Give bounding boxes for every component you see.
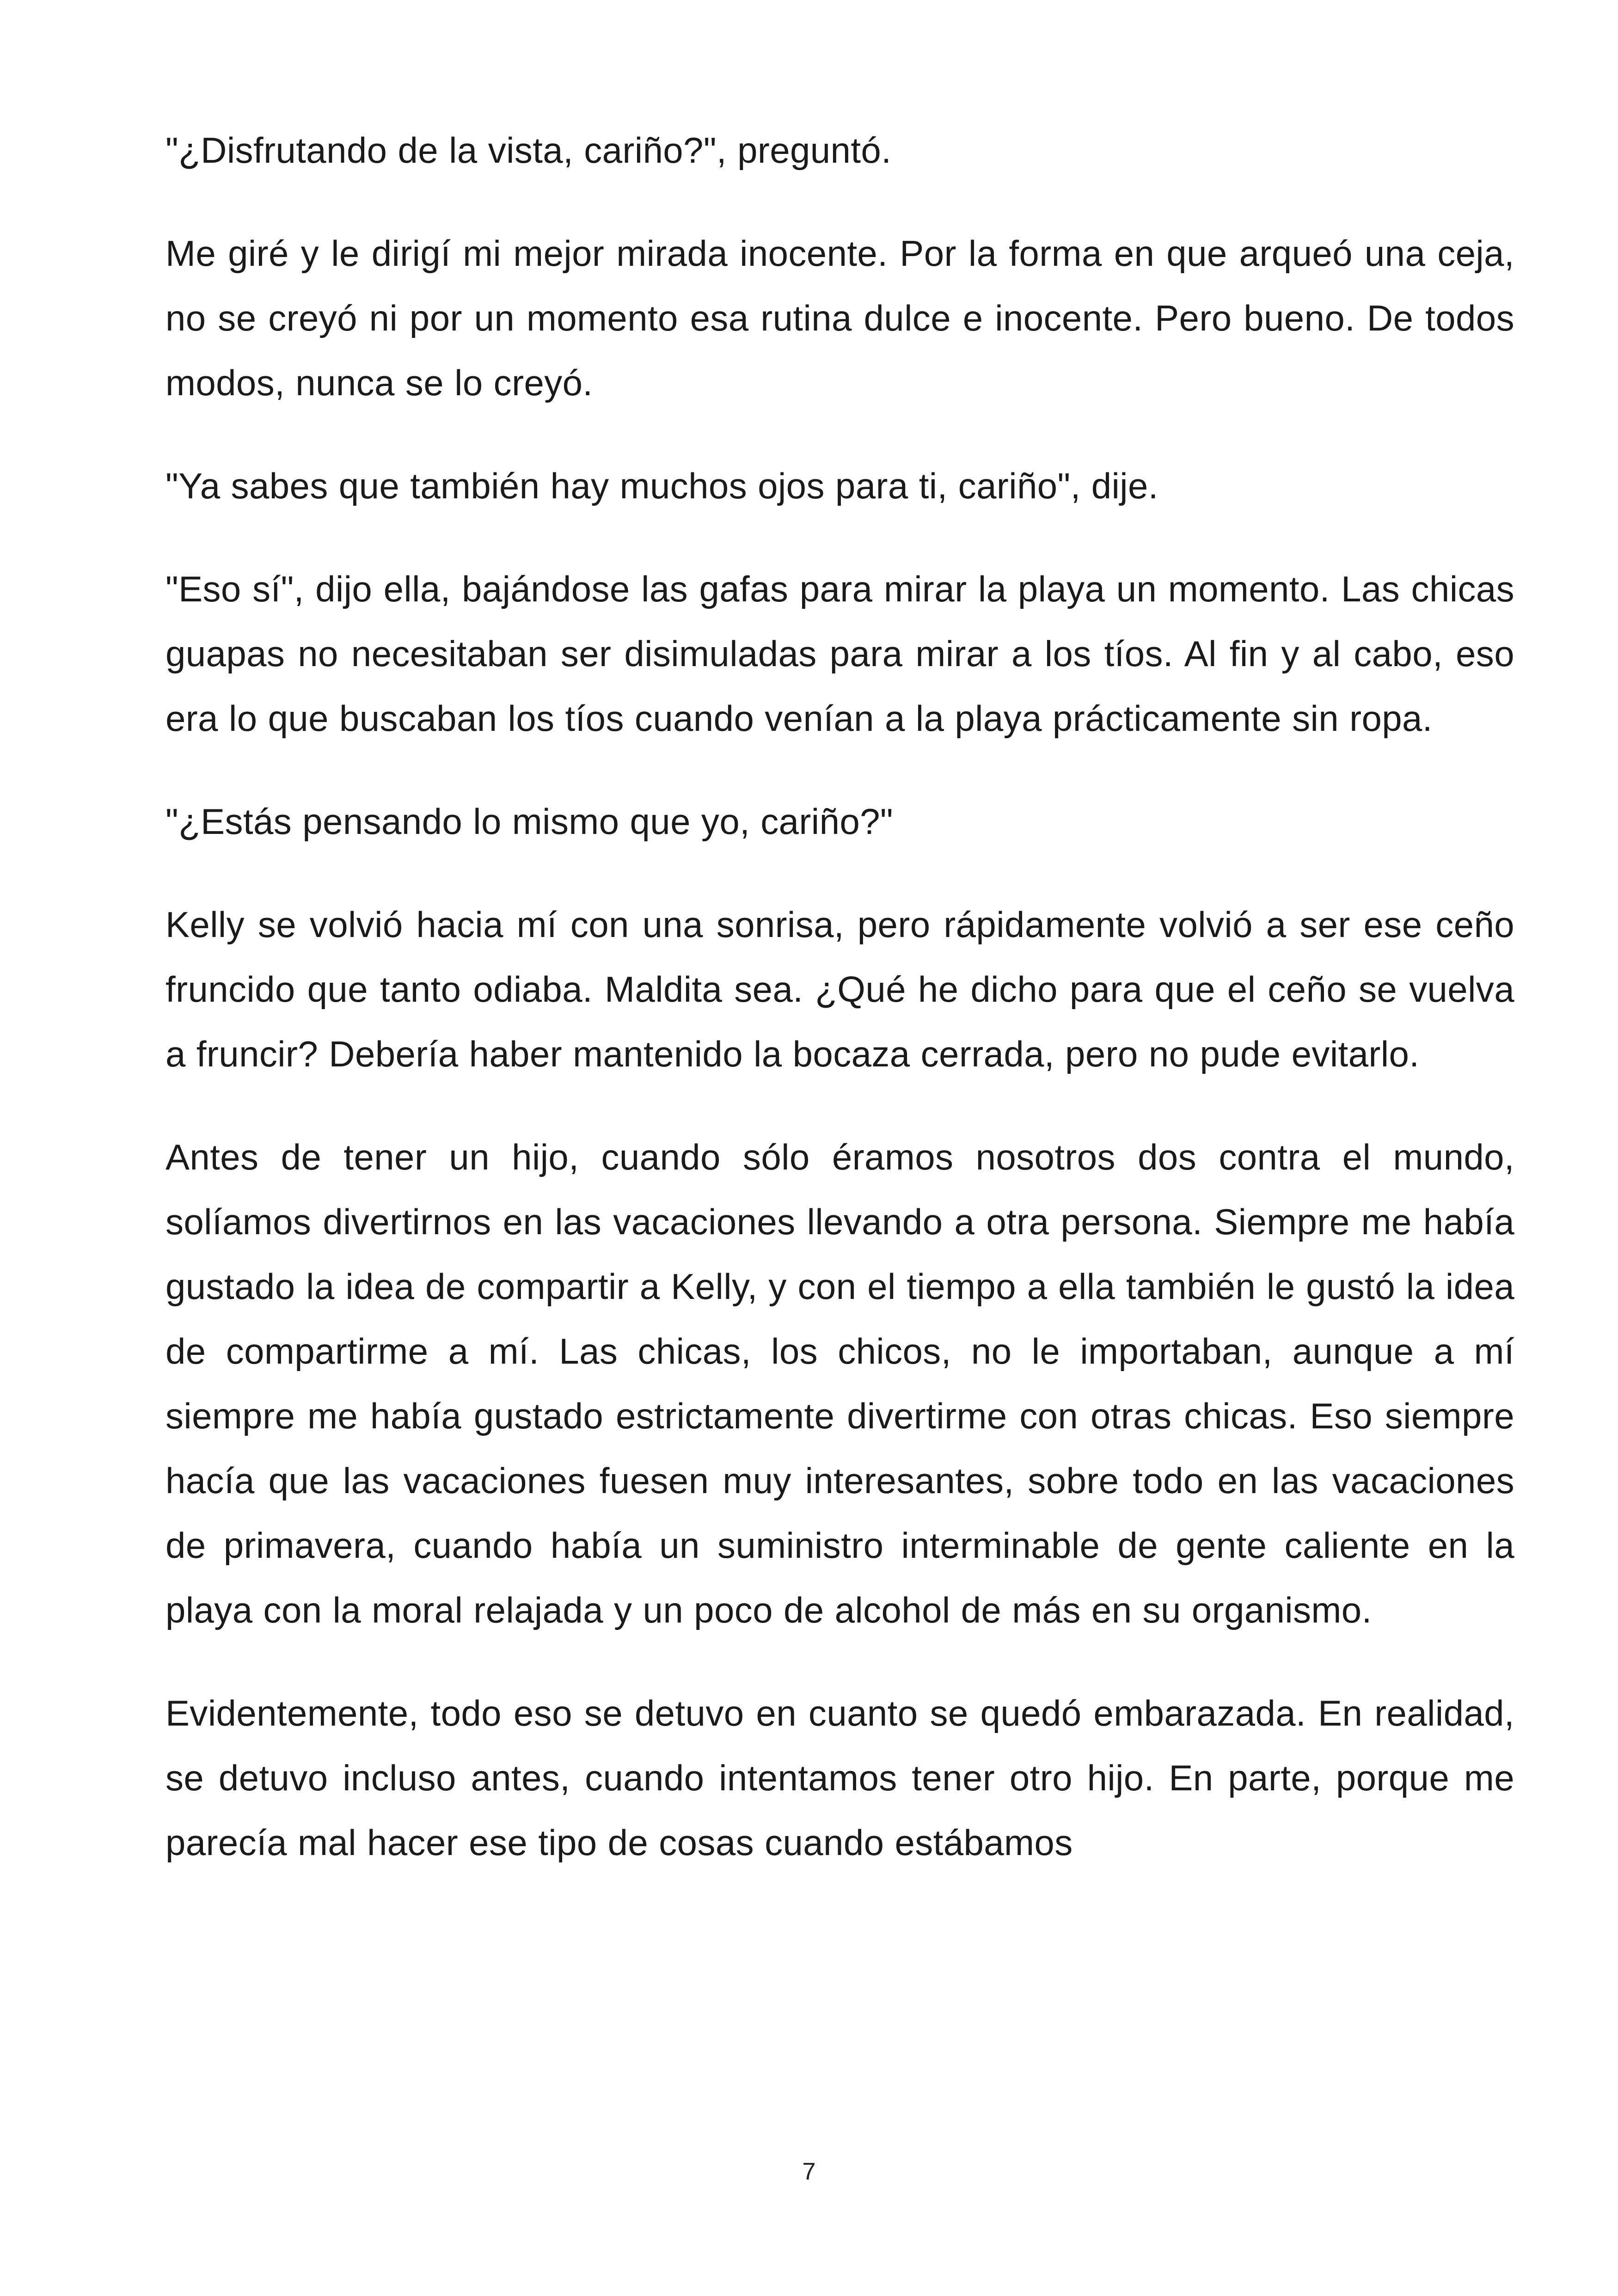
paragraph: Evidentemente, todo eso se detuvo en cuanto se quedó embarazada. En realidad, se detuvo incluso antes, cuando intentamos tener otro hijo. En parte, porque me parecía mal hacer ese tipo de cosas cuando estábamos — [165, 1693, 1514, 1863]
body-text — [165, 118, 1514, 1913]
page-number: 7 — [802, 2158, 816, 2185]
paragraph: "¿Estás pensando lo mismo que yo, cariño?" — [165, 801, 893, 842]
paragraph: "¿Disfrutando de la vista, cariño?", preguntó. — [165, 130, 892, 171]
paragraph: Me giré y le dirigí mi mejor mirada inocente. Por la forma en que arqueó una ceja, no se creyó ni por un momento esa rutina dulce e inocente. Pero bueno. De todos modos, nunca se lo creyó. — [165, 233, 1514, 403]
paragraph: Kelly se volvió hacia mí con una sonrisa, pero rápidamente volvió a ser ese ceño fruncido que tanto odiaba. Maldita sea. ¿Qué he dicho para que el ceño se vuelva a fruncir? Debería haber mantenido la bocaza cerrada, pero no pude evitarlo. — [165, 904, 1514, 1074]
paragraph: "Ya sabes que también hay muchos ojos para ti, cariño", dije. — [165, 465, 1158, 506]
paragraph: "Eso sí", dijo ella, bajándose las gafas para mirar la playa un momento. Las chicas guapas no necesitaban ser disimuladas para mirar a los tíos. Al fin y al cabo, eso era lo que buscaban los tíos cuando venían a la playa prácticamente sin ropa. — [165, 569, 1514, 739]
paragraph: Antes de tener un hijo, cuando sólo éramos nosotros dos contra el mundo, solíamos divertirnos en las vacaciones llevando a otra persona. Siempre me había gustado la idea de compartir a Kelly, y con el tiempo a ella también le gustó la idea de compartirme a mí. Las chicas, los chicos, no le importaban, aunque a mí siempre me había gustado estrictamente divertirme con otras chicas. Eso siempre hacía que las vacaciones fuesen muy interesantes, sobre todo en las vacaciones de primavera, cuando había un suministro interminable de gente caliente en la playa con la moral relajada y un poco de alcohol de más en su organismo. — [165, 1137, 1514, 1630]
